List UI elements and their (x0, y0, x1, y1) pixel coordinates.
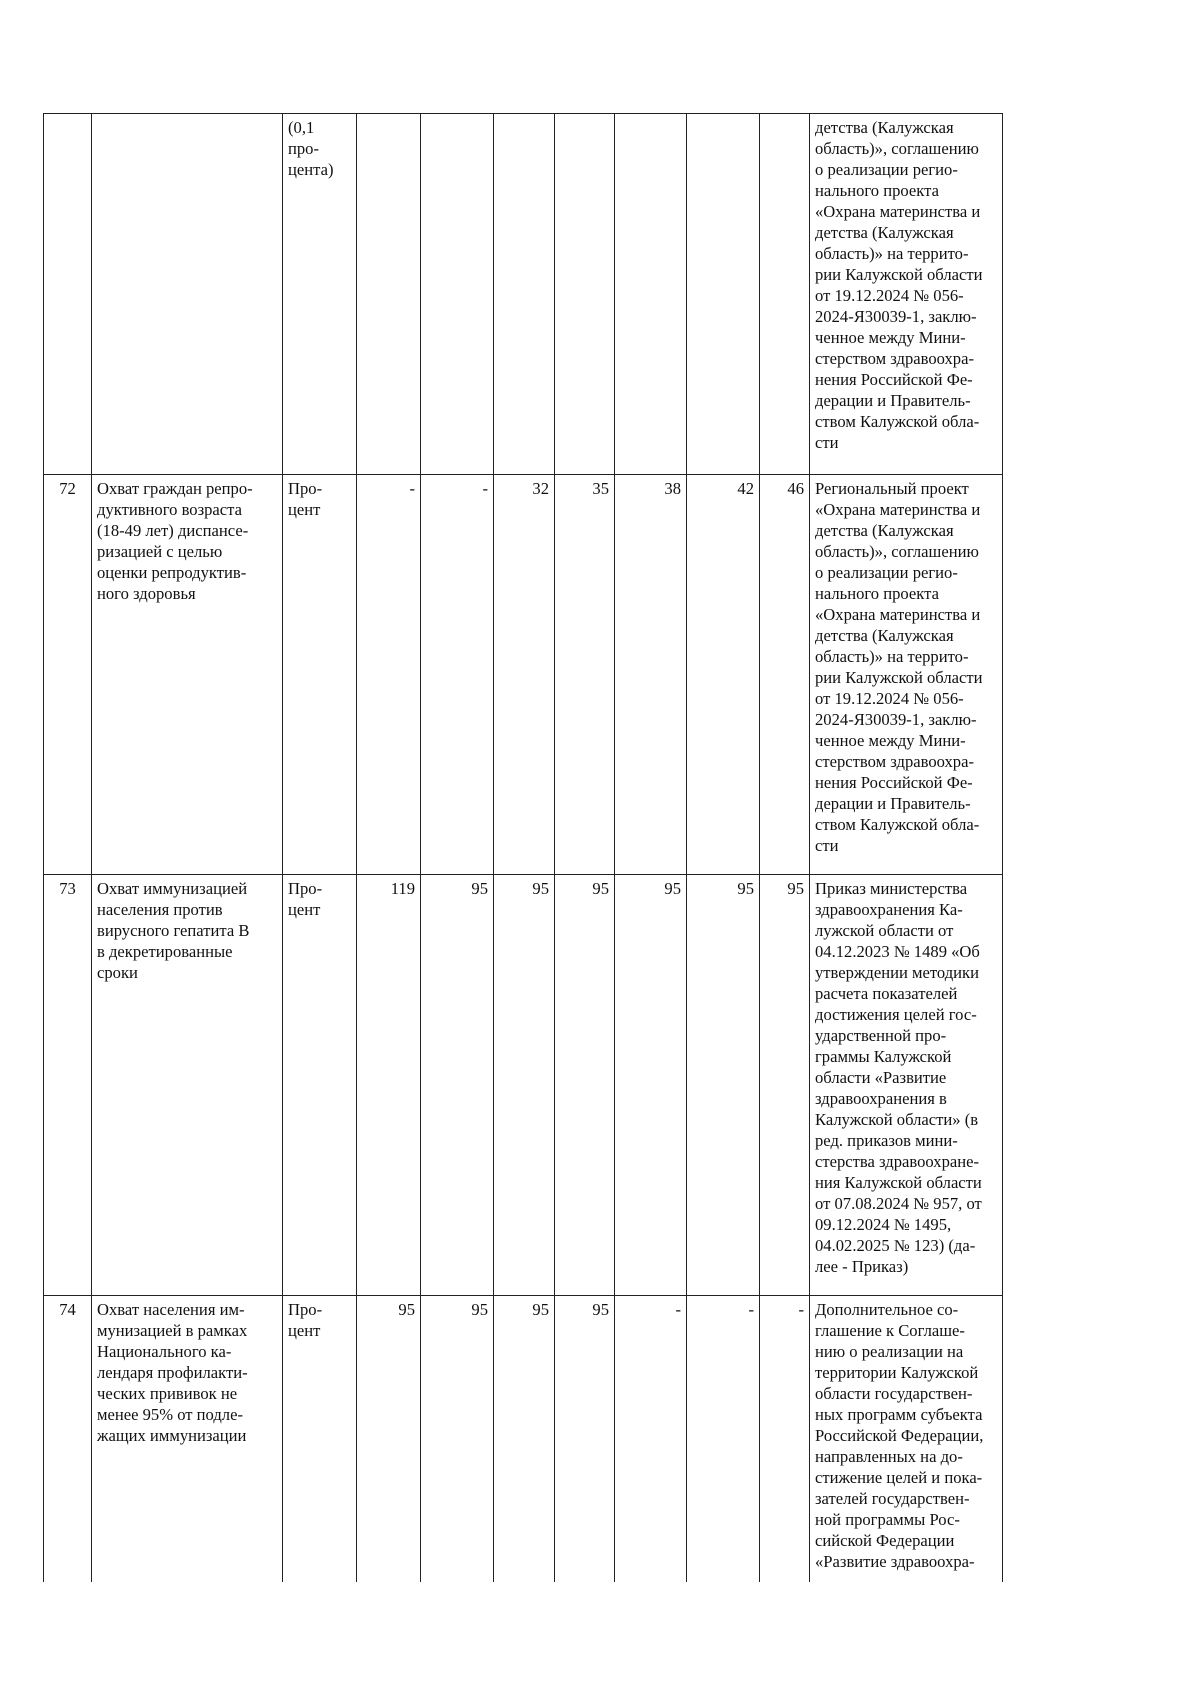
source-document-cell: Региональный проект «Охрана материнства и детства (Калужская область)», соглашению о реализации регио- нального проекта «Охрана материнства и детства (Калужская область)» на террито- рии Калужской области от 19.12.2024 № 056- 2024-Я30039-1, заклю- ченное между Мини- стерством здравоохра- нения Российской Фе- дерации и Правитель- ством Калужской обла- сти (810, 475, 1003, 875)
unit-cell: (0,1 про- цента) (283, 114, 357, 475)
value-cell: 95 (760, 875, 810, 1296)
value-cell: 95 (615, 875, 687, 1296)
unit-cell: Про- цент (283, 875, 357, 1296)
value-cell: 38 (615, 475, 687, 875)
source-document-cell: Дополнительное со- глашение к Соглаше- нию о реализации на территории Калужской области государствен- ных программ субъекта Российской Федерации, направленных на до- стижение целей и пока- зателей государствен- ной программы Рос- сийской Федерации «Развитие здравоохра- (810, 1296, 1003, 1582)
value-cell (760, 114, 810, 475)
row-number-cell (44, 114, 92, 475)
value-cell (615, 114, 687, 475)
indicator-name-cell: Охват граждан репро- дуктивного возраста (18-49 лет) диспансе- ризацией с целью оценки репродуктив- ного здоровья (92, 475, 283, 875)
value-cell: 46 (760, 475, 810, 875)
value-cell (357, 114, 421, 475)
table-row (44, 1296, 1003, 1582)
value-cell: 95 (357, 1296, 421, 1582)
value-cell: 119 (357, 875, 421, 1296)
source-document-cell: Приказ министерства здравоохранения Ка- лужской области от 04.12.2023 № 1489 «Об утверждении методики расчета показателей достижения целей гос- ударственной про- граммы Калужской области «Развитие здравоохранения в Калужской области» (в ред. приказов мини- стерства здравоохране- ния Калужской области от 07.08.2024 № 957, от 09.12.2024 № 1495, 04.02.2025 № 123) (да- лее - Приказ) (810, 875, 1003, 1296)
table-row (44, 875, 1003, 1296)
indicators-table (43, 113, 1003, 1582)
unit-cell: Про- цент (283, 1296, 357, 1582)
table-row (44, 475, 1003, 875)
value-cell: 42 (687, 475, 760, 875)
value-cell: 95 (494, 1296, 555, 1582)
unit-cell: Про- цент (283, 475, 357, 875)
row-number-cell: 72 (44, 475, 92, 875)
indicator-name-cell (92, 114, 283, 475)
source-document-cell: детства (Калужская область)», соглашению о реализации регио- нального проекта «Охрана материнства и детства (Калужская область)» на террито- рии Калужской области от 19.12.2024 № 056- 2024-Я30039-1, заклю- ченное между Мини- стерством здравоохра- нения Российской Фе- дерации и Правитель- ством Калужской обла- сти (810, 114, 1003, 475)
value-cell: 95 (494, 875, 555, 1296)
value-cell: 95 (687, 875, 760, 1296)
value-cell (421, 114, 494, 475)
value-cell (494, 114, 555, 475)
value-cell (555, 114, 615, 475)
row-number-cell: 73 (44, 875, 92, 1296)
value-cell: - (687, 1296, 760, 1582)
table-row (44, 114, 1003, 475)
row-number-cell: 74 (44, 1296, 92, 1582)
value-cell: - (615, 1296, 687, 1582)
value-cell: 35 (555, 475, 615, 875)
value-cell: 95 (421, 875, 494, 1296)
value-cell: 95 (555, 1296, 615, 1582)
value-cell: - (357, 475, 421, 875)
value-cell: 95 (555, 875, 615, 1296)
indicator-name-cell: Охват иммунизацией населения против вирусного гепатита В в декретированные сроки (92, 875, 283, 1296)
value-cell: - (760, 1296, 810, 1582)
value-cell: 32 (494, 475, 555, 875)
indicator-name-cell: Охват населения им- мунизацией в рамках Национального ка- лендаря профилакти- ческих прививок не менее 95% от подле- жащих иммунизации (92, 1296, 283, 1582)
value-cell: 95 (421, 1296, 494, 1582)
value-cell (687, 114, 760, 475)
value-cell: - (421, 475, 494, 875)
